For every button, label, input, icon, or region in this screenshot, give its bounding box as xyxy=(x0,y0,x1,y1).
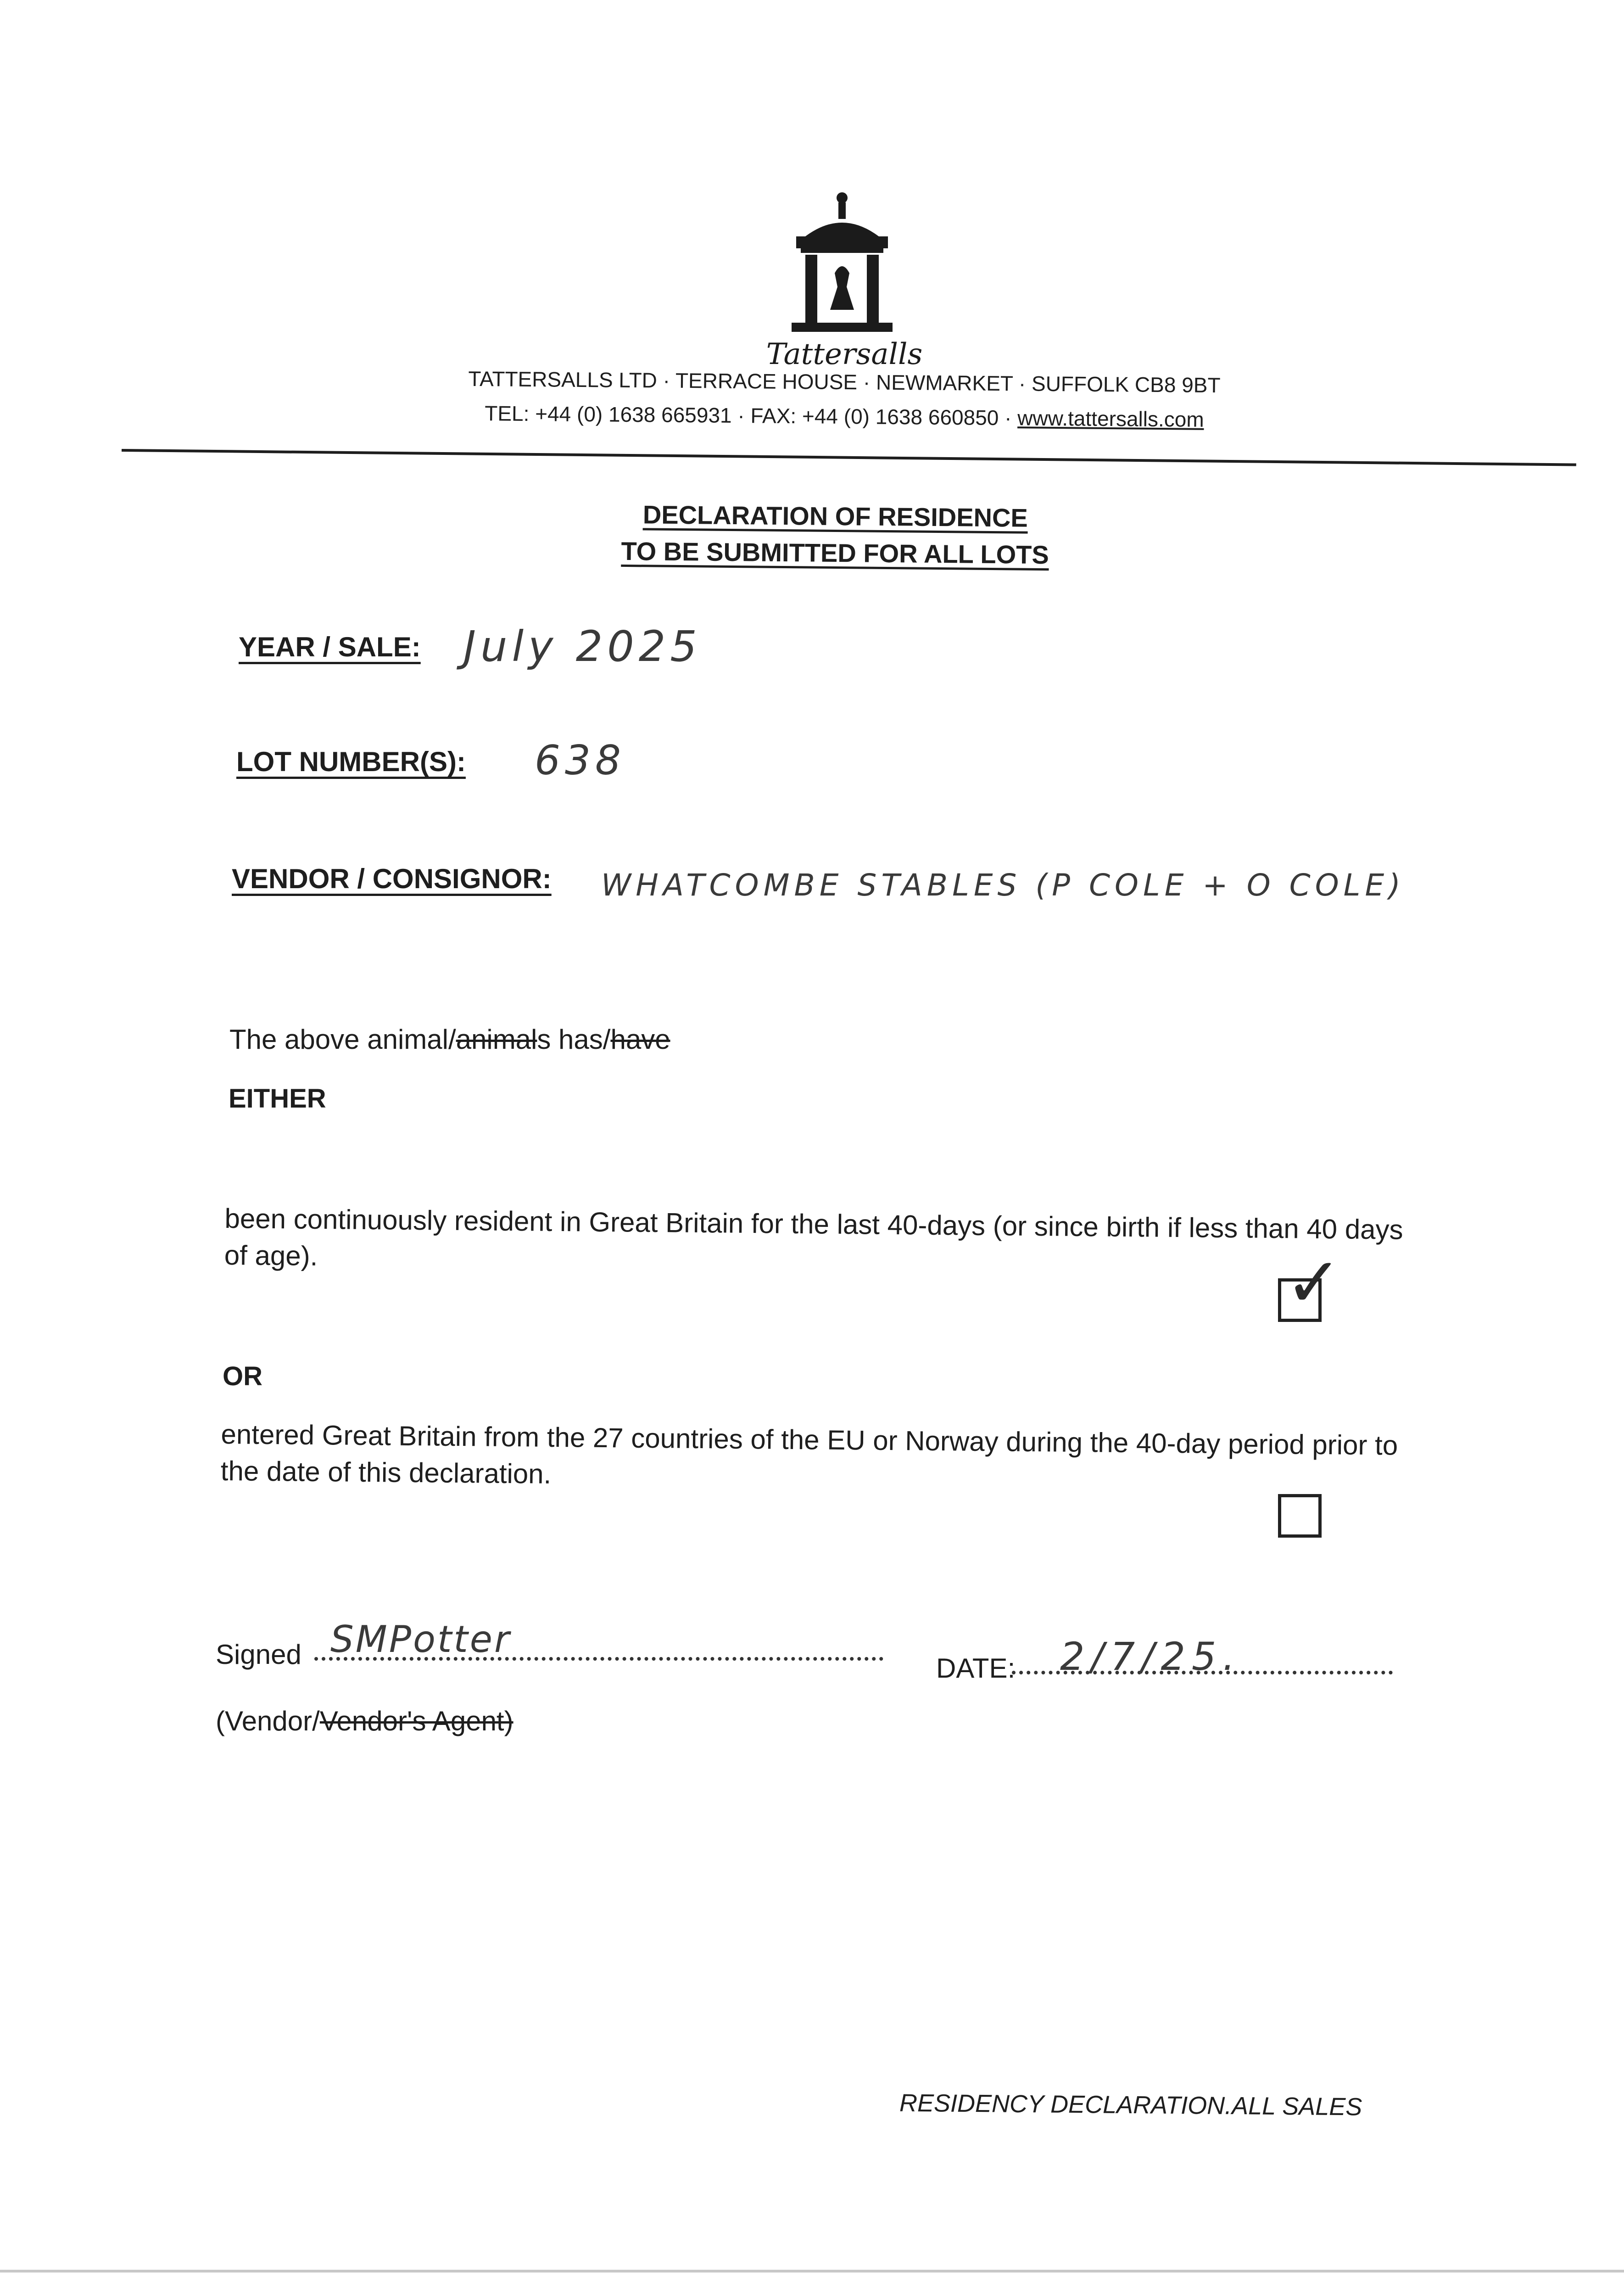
lot-number-value[interactable]: 638 xyxy=(535,737,625,784)
vendor-consignor-value[interactable]: WHATCOMBE STABLES (P COLE + O COLE) xyxy=(601,868,1405,903)
footer-reference: RESIDENCY DECLARATION.ALL SALES xyxy=(899,2089,1362,2121)
statement-mid: s has/ xyxy=(537,1024,611,1055)
form-title xyxy=(541,495,1129,574)
tattersalls-logo-icon xyxy=(787,190,897,337)
either-label: EITHER xyxy=(229,1084,326,1114)
option-2-checkbox[interactable] xyxy=(1278,1494,1322,1538)
signed-label: Signed xyxy=(216,1639,301,1670)
date-value[interactable]: 2/7/25. xyxy=(1060,1634,1242,1679)
form-title-line-1: DECLARATION OF RESIDENCE xyxy=(642,500,1028,532)
or-label: OR xyxy=(223,1361,262,1391)
struck-have: have xyxy=(610,1024,670,1055)
role-vendor-agent-struck: Vendor's Agent) xyxy=(319,1706,513,1736)
signature-value[interactable]: SMPotter xyxy=(330,1618,511,1661)
form-title-line-2: TO BE SUBMITTED FOR ALL LOTS xyxy=(621,536,1049,570)
header-divider xyxy=(122,449,1576,466)
contact-details: TEL: +44 (0) 1638 665931 · FAX: +44 (0) 1638 660850 · xyxy=(485,401,1018,430)
option-1-text: been continuously resident in Great Britain for the last 40-days (or since birth if less than 40 days of age). xyxy=(224,1203,1403,1271)
year-sale-value[interactable]: July 2025 xyxy=(463,622,702,671)
date-label: DATE: xyxy=(936,1653,1016,1684)
scan-bottom-edge xyxy=(0,2270,1624,2273)
option-2-text: entered Great Britain from the 27 countries of the EU or Norway during the 40-day period prior to the date of this declaration. xyxy=(220,1418,1398,1489)
vendor-consignor-label: VENDOR / CONSIGNOR: xyxy=(232,863,552,894)
logo-wordmark: Tattersalls xyxy=(766,337,923,371)
statement-prefix: The above animal/ xyxy=(229,1024,456,1055)
website-link[interactable]: www.tattersalls.com xyxy=(1017,406,1204,431)
lot-number-label: LOT NUMBER(S): xyxy=(236,746,466,777)
company-contact xyxy=(427,400,1262,432)
struck-animal: animal xyxy=(456,1024,537,1055)
role-vendor: (Vendor/ xyxy=(216,1706,320,1736)
signer-role xyxy=(216,1705,513,1737)
year-sale-label: YEAR / SALE: xyxy=(239,632,421,662)
statement-intro xyxy=(229,1021,670,1058)
check-mark-icon: ✓ xyxy=(1285,1243,1343,1323)
company-address: TATTERSALLS LTD · TERRACE HOUSE · NEWMARKET · SUFFOLK CB8 9BT xyxy=(468,366,1221,397)
